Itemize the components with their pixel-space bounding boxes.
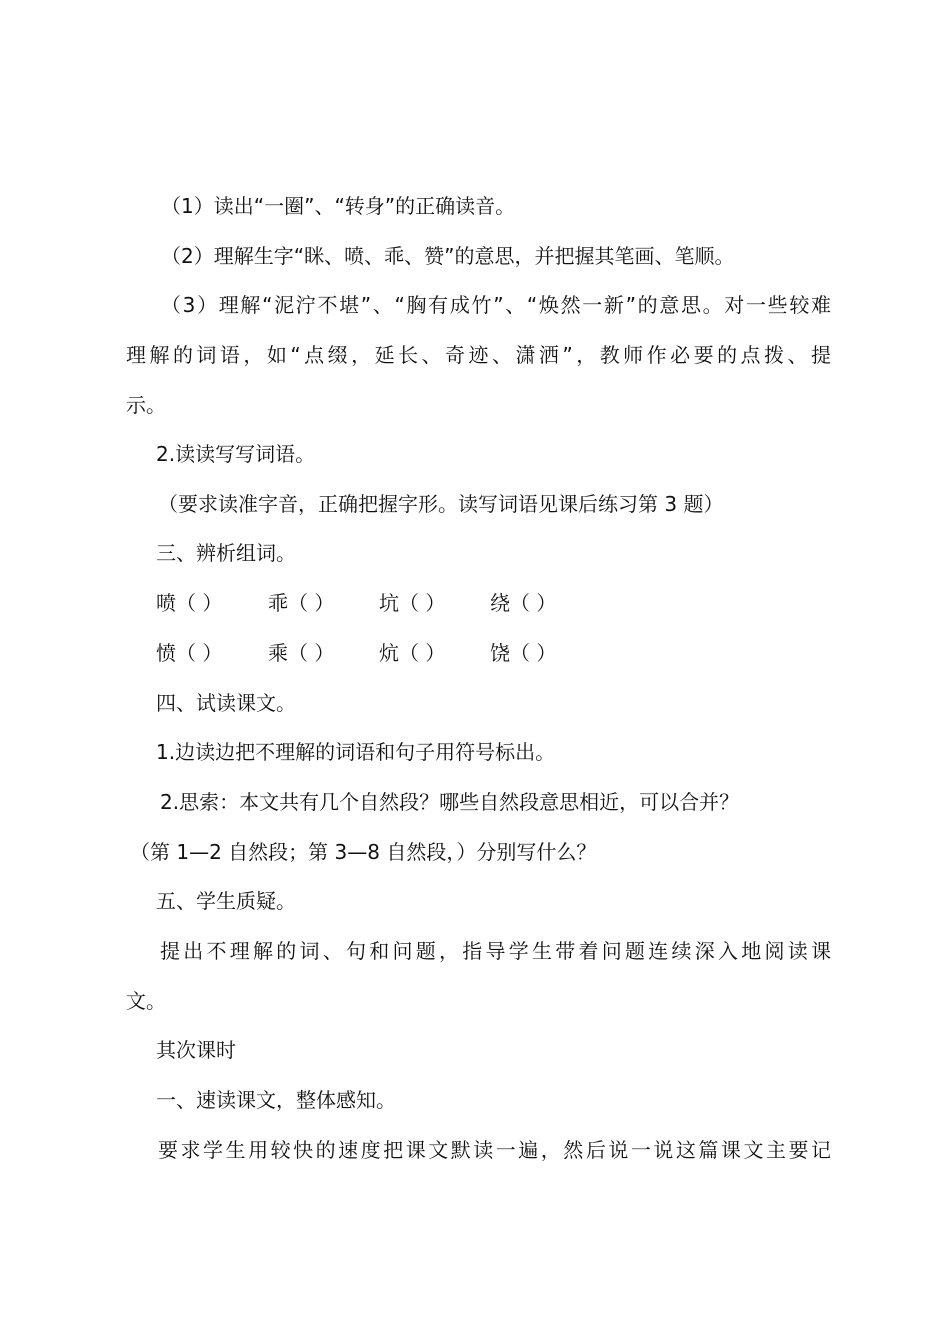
- step-2-requirement: （要求读准字音，正确把握字形。读写词语见课后练习第 3 题）: [158, 492, 724, 516]
- second-lesson-section-1-body: 要求学生用较快的速度把课文默读一遍，然后说一说这篇课文主要记: [158, 1138, 831, 1162]
- section-5-heading: 五、学生质疑。: [156, 889, 296, 913]
- objective-3-line-2: 理解的词语，如“点缀，延长、奇迹、潇洒”，教师作必要的点拨、提: [126, 343, 831, 367]
- objective-3-line-3: 示。: [126, 393, 166, 417]
- word-group-item: 乘（ ）: [268, 641, 335, 665]
- section-5-body-line-2: 文。: [126, 989, 166, 1013]
- section-4-step-2-line-2: （第 1—2 自然段；第 3—8 自然段，）分别写什么？: [130, 840, 597, 864]
- word-group-item: 愤（ ）: [156, 641, 223, 665]
- second-lesson-heading: 其次课时: [156, 1038, 236, 1062]
- word-group-item: 喷（ ）: [156, 591, 223, 615]
- second-lesson-section-1-heading: 一、速读课文，整体感知。: [156, 1088, 396, 1112]
- section-4-heading: 四、试读课文。: [156, 691, 296, 715]
- objective-3-line-1: （3）理解“泥泞不堪”、“胸有成竹”、“焕然一新”的意思。对一些较难: [161, 293, 831, 317]
- word-group-item: 饶（ ）: [490, 641, 557, 665]
- word-group-item: 绕（ ）: [490, 591, 557, 615]
- section-5-body-line-1: 提出不理解的词、句和问题，指导学生带着问题连续深入地阅读课: [160, 939, 831, 963]
- word-group-item: 坑（ ）: [379, 591, 446, 615]
- objective-2-characters: （2）理解生字“眯、喷、乖、赞”的意思，并把握其笔画、笔顺。: [161, 244, 735, 268]
- objective-1-pronunciation: （1）读出“一圈”、“转身”的正确读音。: [161, 194, 516, 218]
- section-4-step-2-line-1: 2.思索：本文共有几个自然段？哪些自然段意思相近，可以合并？: [160, 790, 740, 814]
- word-group-item: 炕（ ）: [379, 641, 446, 665]
- section-4-step-1: 1.边读边把不理解的词语和句子用符号标出。: [156, 740, 556, 764]
- word-group-item: 乖（ ）: [268, 591, 335, 615]
- step-2-read-write-words: 2.读读写写词语。: [156, 442, 316, 466]
- section-3-heading: 三、辨析组词。: [156, 541, 296, 565]
